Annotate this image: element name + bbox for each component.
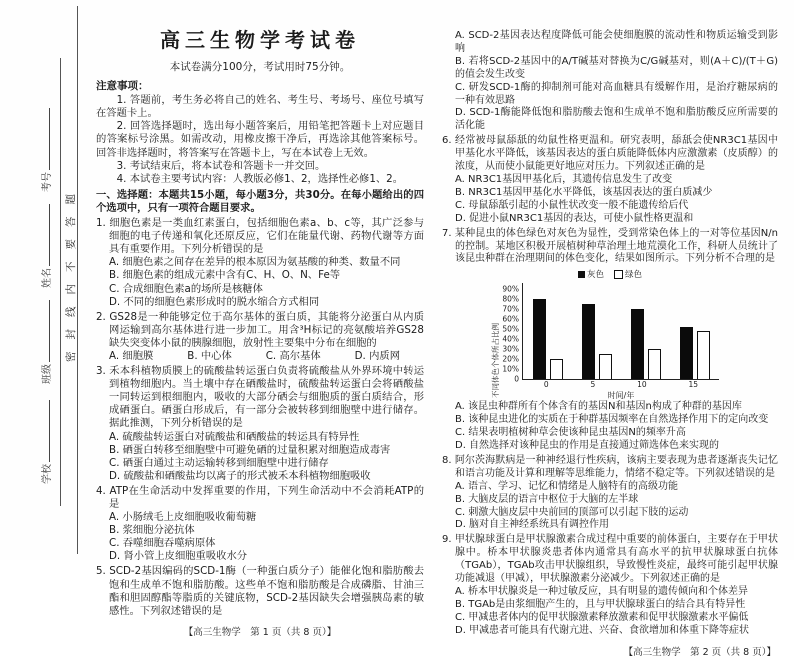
question-8 [442,455,778,532]
bar-group [631,309,661,379]
notes-heading: 注意事项： [96,80,149,93]
option-item: B. 大脑皮层的语言中枢位于大脑的左半球 [455,493,639,505]
chart-plot-area [522,283,719,380]
option-item: C. 母鼠舔舐引起的小鼠性状改变一般不能遗传给后代 [455,199,689,211]
question-7 [442,228,778,453]
chart-legend [486,268,734,280]
x-tick-label: 15 [688,380,699,390]
option-item: A. NR3C1基因甲基化后，其遗传信息发生了改变 [455,173,673,185]
option-item: A. 语言、学习、记忆和情绪是人脑特有的高级功能 [455,480,679,492]
option-item: B. TGAb是由浆细胞产生的，且与甲状腺球蛋白的结合具有特异性 [455,598,746,610]
gray-swatch-icon [578,271,585,278]
option-item: A. 小肠绒毛上皮细胞吸收葡萄糖 [109,511,257,524]
x-tick-label: 10 [637,380,647,390]
option-item: A. 桥本甲状腺炎是一种过敏反应，具有明显的遗传倾向和个体差异 [455,586,749,597]
option-item: C. 合成细胞色素a的场所是核糖体 [109,282,263,295]
option-item: A. 硫酸盐转运蛋白对硫酸盐和硒酸盐的转运具有特异性 [109,430,360,443]
option-item: C. 研发SCD-1酶的抑制剂可能对高血糖具有缓解作用，是治疗糖尿病的一种有效思路 [455,81,778,106]
option-item: C. 吞噬细胞吞噬病原体 [109,537,216,550]
question-stem: 5. SCD-2基因编码的SCD-1酶（一种蛋白质分子）能催化饱和脂肪酸去饱和生成单不饱和脂肪酸。这些单不饱和脂肪酸是合成磷脂、甘油三酯和胆固醇酯等脂质的关键底物，SCD-2基因缺失会增强胰岛素的敏感性。下列叙述错误的是 [96,565,424,617]
legend-label: 灰色 [586,270,604,281]
question-5-stem [96,565,424,617]
bar-灰色-10 [631,309,644,379]
margin-field-label: 班级 [42,364,53,384]
fill-blank [40,108,50,170]
margin-field-xingming [38,204,53,288]
column-page-1 [90,0,432,638]
option-item: C. 甲减患者体内的促甲状腺激素释放激素和促甲状腺激素水平偏低 [455,611,749,623]
option-item: B. 浆细胞分泌抗体 [109,524,195,537]
x-tick-label: 5 [590,380,596,390]
option-item: D. 脑对自主神经系统具有调控作用 [455,519,610,531]
seal-rule-inner [60,58,61,506]
bar-绿色-5 [599,354,612,379]
option-item: D. 自然选择对该种昆虫的作用是直接通过筛选体色来实现的 [455,440,720,452]
chart-y-label: 不同体色个体所占比例 [491,323,500,399]
option-item: D. 内质网 [354,349,400,362]
bar-group [680,327,710,379]
margin-field-xuexiao [38,400,53,484]
exam-subtitle: 本试卷满分100分，考试用时75分钟。 [169,61,351,73]
bar-灰色-0 [533,299,546,379]
option-item: B. NR3C1基因甲基化水平降低，该基因表达的蛋白质减少 [455,186,713,198]
note-item: 2. 回答选择题时，选出每小题答案后，用铅笔把答题卡上对应题目的答案标号涂黑。如需改动，用橡皮擦干净后，再选涂其他答案标号。回答非选择题时，将答案写在答题卡上，写在本试卷上无效。 [96,120,424,159]
option-item: B. 中心体 [187,349,232,362]
question-4 [96,485,424,564]
y-tick-label: 40% [502,334,519,344]
option-item: B. 细胞色素的组成元素中含有C、H、O、N、Fe等 [109,269,341,282]
chart-x-label: 时间/年 [607,391,635,401]
bar-灰色-5 [582,304,595,379]
question-stem: 3. 禾本科植物质膜上的硫酸盐转运蛋白负责将硫酸盐从外界环境中转运到植物细胞内。当土壤中存在硒酸盐时，硫酸盐转运蛋白会将硒酸盐一同转运到根细胞内，吸收的大部分硒会与细胞质的蛋白质结合，形成硒蛋白。硒蛋白形成后，有一部分会被转移到细胞壁中进行储存。据此推测，下列分析错误的是 [96,365,424,430]
question-1 [96,217,424,309]
option-item: C. 刺激大脑皮层中央前回的顶部可以引起下肢的运动 [455,506,689,518]
bar-绿色-15 [697,331,710,379]
bar-chart [486,268,734,401]
margin-field-label: 姓名 [42,268,53,288]
y-tick-label: 30% [502,344,519,354]
option-item: A. 细胞色素之间存在差异的根本原因为氨基酸的种类、数量不同 [109,256,401,269]
fill-blank [40,400,50,462]
bar-绿色-0 [550,359,563,379]
option-item: D. 硫酸盐和硒酸盐均以离子的形式被禾本科植物细胞吸收 [109,469,371,482]
bar-group [582,304,612,379]
option-item: B. 若将SCD-2基因中的A/T碱基对替换为C/G碱基对，则(A＋C)/(T＋G)的值会发生改变 [455,55,778,80]
option-item: D. 促进小鼠NR3C1基因的表达，可使小鼠性格更温和 [455,212,694,224]
question-stem: 1. 细胞色素是一类血红素蛋白，包括细胞色素a、b、c等，其广泛参与细胞的电子传递和氧化还原反应，它们在能量代谢、药物代谢等方面具有重要作用。下列分析错误的是 [96,217,424,256]
question-9 [442,534,778,637]
note-item: 3. 考试结束后，将本试卷和答题卡一并交回。 [116,159,326,172]
option-item: A. 该昆虫种群所有个体含有的基因N和基因n构成了种群的基因库 [455,401,742,413]
option-item: A. SCD-2基因表达程度降低可能会使细胞膜的流动性和物质运输受到影响 [455,30,778,54]
page-title: 高三生物学考试卷 [160,28,360,52]
y-tick-label: 70% [502,304,519,314]
page-footer-left: 【高三生物学 第 1 页（共 8 页）】 [183,626,337,638]
legend-item-gray [578,268,604,280]
question-stem: 6. 经常被母鼠舔舐的幼鼠性格更温和。研究表明，舔舐会使NR3C1基因中甲基化水平降低，该基因表达的蛋白质能降低体内应激激素（皮质醇）的浓度，从而使小鼠能更好地应对压力。下列叙述正确的是 [442,135,778,173]
question-stem: 2. GS28是一种能够定位于高尔基体的蛋白质，其能将分泌蛋白从内质网运输到高尔基体进行进一步加工。用含³H标记的亮氨酸培养GS28缺失突变体小鼠的胰腺细胞，放射性主要集中分布在细胞的 [96,310,424,349]
legend-item-green [614,268,642,280]
question-stem: 9. 甲状腺球蛋白是甲状腺激素合成过程中重要的前体蛋白，主要存在于甲状腺中。桥本甲状腺炎患者体内通常具有高水平的抗甲状腺球蛋白抗体（TGAb），TGAb攻击甲状腺组织，导致慢性炎症，最终可能引起甲状腺功能减退（甲减），甲状腺激素分泌减少。下列叙述正确的是 [442,534,778,585]
option-item: C. 硒蛋白通过主动运输转移到细胞壁中进行储存 [109,456,329,469]
question-2 [96,311,424,363]
margin-field-label: 学校 [42,464,53,484]
question-5-options [442,30,778,133]
option-item: B. 该种昆虫进化的实质在于种群基因频率在自然选择作用下的定向改变 [455,414,769,426]
legend-label: 绿色 [625,270,643,281]
question-stem: 8. 阿尔茨海默病是一种神经退行性疾病，该病主要表现为患者逐渐丧失记忆和语言功能及计算和理解等思维能力，情绪不稳定等。下列叙述错误的是 [442,454,778,479]
y-tick-label: 10% [502,364,519,374]
y-tick-label: 20% [502,354,519,364]
fill-blank [40,300,50,362]
chart-x-ticks [523,380,719,389]
seal-line-text: 密封线内不要答题 [65,182,77,362]
y-tick-label: 90% [502,284,519,294]
question-stem: 7. 某种昆虫的体色绿色对灰色为显性，受到常染色体上的一对等位基因N/n的控制。某地区积极开展植树种草治理土地荒漠化工作，科研人员统计了该昆虫种群在治理期间的体色变化，结果如图所示。下列分析不合理的是 [442,227,778,265]
y-tick-label: 80% [502,294,519,304]
fill-blank [40,204,50,266]
chart-y-ticks [496,283,522,384]
x-tick-label: 0 [543,380,549,390]
option-item: B. 硒蛋白转移至细胞壁中可避免硒的过量积累对细胞造成毒害 [109,443,391,456]
margin-field-banji [38,300,53,384]
options-row [96,350,424,363]
y-tick-label: 0 [514,374,519,384]
question-stem: 4. ATP在生命活动中发挥重要的作用，下列生命活动中不会消耗ATP的是 [96,484,424,510]
option-item: C. 高尔基体 [265,349,321,362]
option-item: A. 细胞膜 [109,349,154,362]
margin-field-kaohao [38,108,53,192]
option-item: D. 不同的细胞色素形成时的脱水缩合方式相同 [109,295,320,308]
note-item: 4. 本试卷主要考试内容：人教版必修1、2，选择性必修1、2。 [116,172,404,185]
option-item: C. 结果表明植树种草会使该种昆虫基因N的频率升高 [455,427,686,439]
question-3 [96,365,424,483]
question-6 [442,135,778,225]
option-item: D. 肾小管上皮细胞重吸收水分 [109,550,248,563]
bar-group [533,299,563,379]
page-footer-right: 【高三生物学 第 2 页（共 8 页）】 [623,646,776,658]
option-item: D. SCD-1酶能降低饱和脂肪酸去饱和生成单不饱和脂肪酸反应所需要的活化能 [455,107,778,132]
bar-绿色-10 [648,349,661,379]
column-page-2 [432,0,788,658]
y-tick-label: 50% [502,324,519,334]
chart-groups [523,283,719,379]
note-item: 1. 答题前，考生务必将自己的姓名、考生号、考场号、座位号填写在答题卡上。 [96,94,424,120]
bar-灰色-15 [680,327,693,379]
y-tick-label: 60% [502,314,519,324]
margin-field-label: 考号 [42,172,53,192]
section-heading: 一、选择题：本题共15小题，每小题3分，共30分。在每小题给出的四个选项中，只有一项符合题目要求。 [96,188,424,214]
option-item: D. 甲减患者可能具有代谢亢进、兴奋、食欲增加和体重下降等症状 [455,624,750,636]
green-swatch-icon [614,270,623,279]
